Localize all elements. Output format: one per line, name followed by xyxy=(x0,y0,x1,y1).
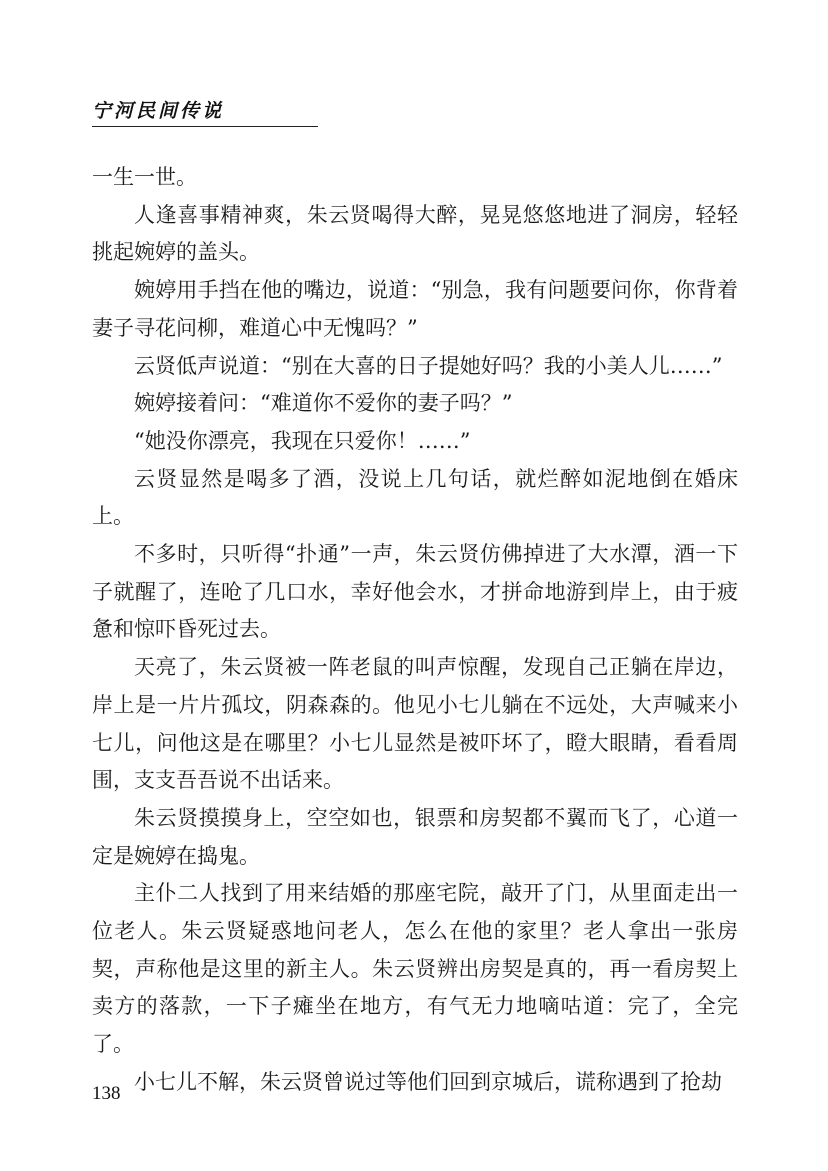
paragraph: 不多时，只听得“扑通”一声，朱云贤仿佛掉进了大水潭，酒一下子就醒了，连呛了几口水，幸好他会水，才拼命地游到岸上，由于疲惫和惊吓昏死过去。 xyxy=(92,542,738,642)
paragraph: 云贤低声说道：“别在大喜的日子提她好吗？我的小美人儿……” xyxy=(134,353,723,378)
body-text xyxy=(92,159,738,1102)
running-header xyxy=(92,99,318,127)
paragraph: 云贤显然是喝多了酒，没说上几句话，就烂醉如泥地倒在婚床上。 xyxy=(92,466,738,529)
paragraph: 人逢喜事精神爽，朱云贤喝得大醉，晃晃悠悠地进了洞房，轻轻挑起婉婷的盖头。 xyxy=(92,202,738,265)
paragraph: 主仆二人找到了用来结婚的那座宅院，敲开了门，从里面走出一位老人。朱云贤疑惑地问老人，怎么在他的家里？老人拿出一张房契，声称他是这里的新主人。朱云贤辨出房契是真的，再一看房契上卖方的落款，一下子瘫坐在地方，有气无力地嘀咕道：完了，全完了。 xyxy=(92,881,738,1057)
book-title: 宁河民间传说 xyxy=(92,100,225,122)
paragraph: “她没你漂亮，我现在只爱你！……” xyxy=(134,428,471,453)
paragraph-continuation: 一生一世。 xyxy=(92,165,197,189)
paragraph: 朱云贤摸摸身上，空空如也，银票和房契都不翼而飞了，心道一定是婉婷在捣鬼。 xyxy=(92,805,738,868)
paragraph: 婉婷接着问：“难道你不爱你的妻子吗？” xyxy=(134,391,513,416)
page-number: 138 xyxy=(92,1083,121,1104)
paragraph: 小七儿不解，朱云贤曾说过等他们回到京城后，谎称遇到了抢劫 xyxy=(134,1069,722,1094)
paragraph: 婉婷用手挡在他的嘴边，说道：“别急，我有问题要问你，你背着妻子寻花问柳，难道心中无愧吗？” xyxy=(92,278,738,340)
paragraph: 天亮了，朱云贤被一阵老鼠的叫声惊醒，发现自己正躺在岸边，岸上是一片片孤坟，阴森森的。他见小七儿躺在不远处，大声喊来小七儿，问他这是在哪里？小七儿显然是被吓坏了，瞪大眼睛，看看周围，支支吾吾说不出话来。 xyxy=(92,655,738,793)
